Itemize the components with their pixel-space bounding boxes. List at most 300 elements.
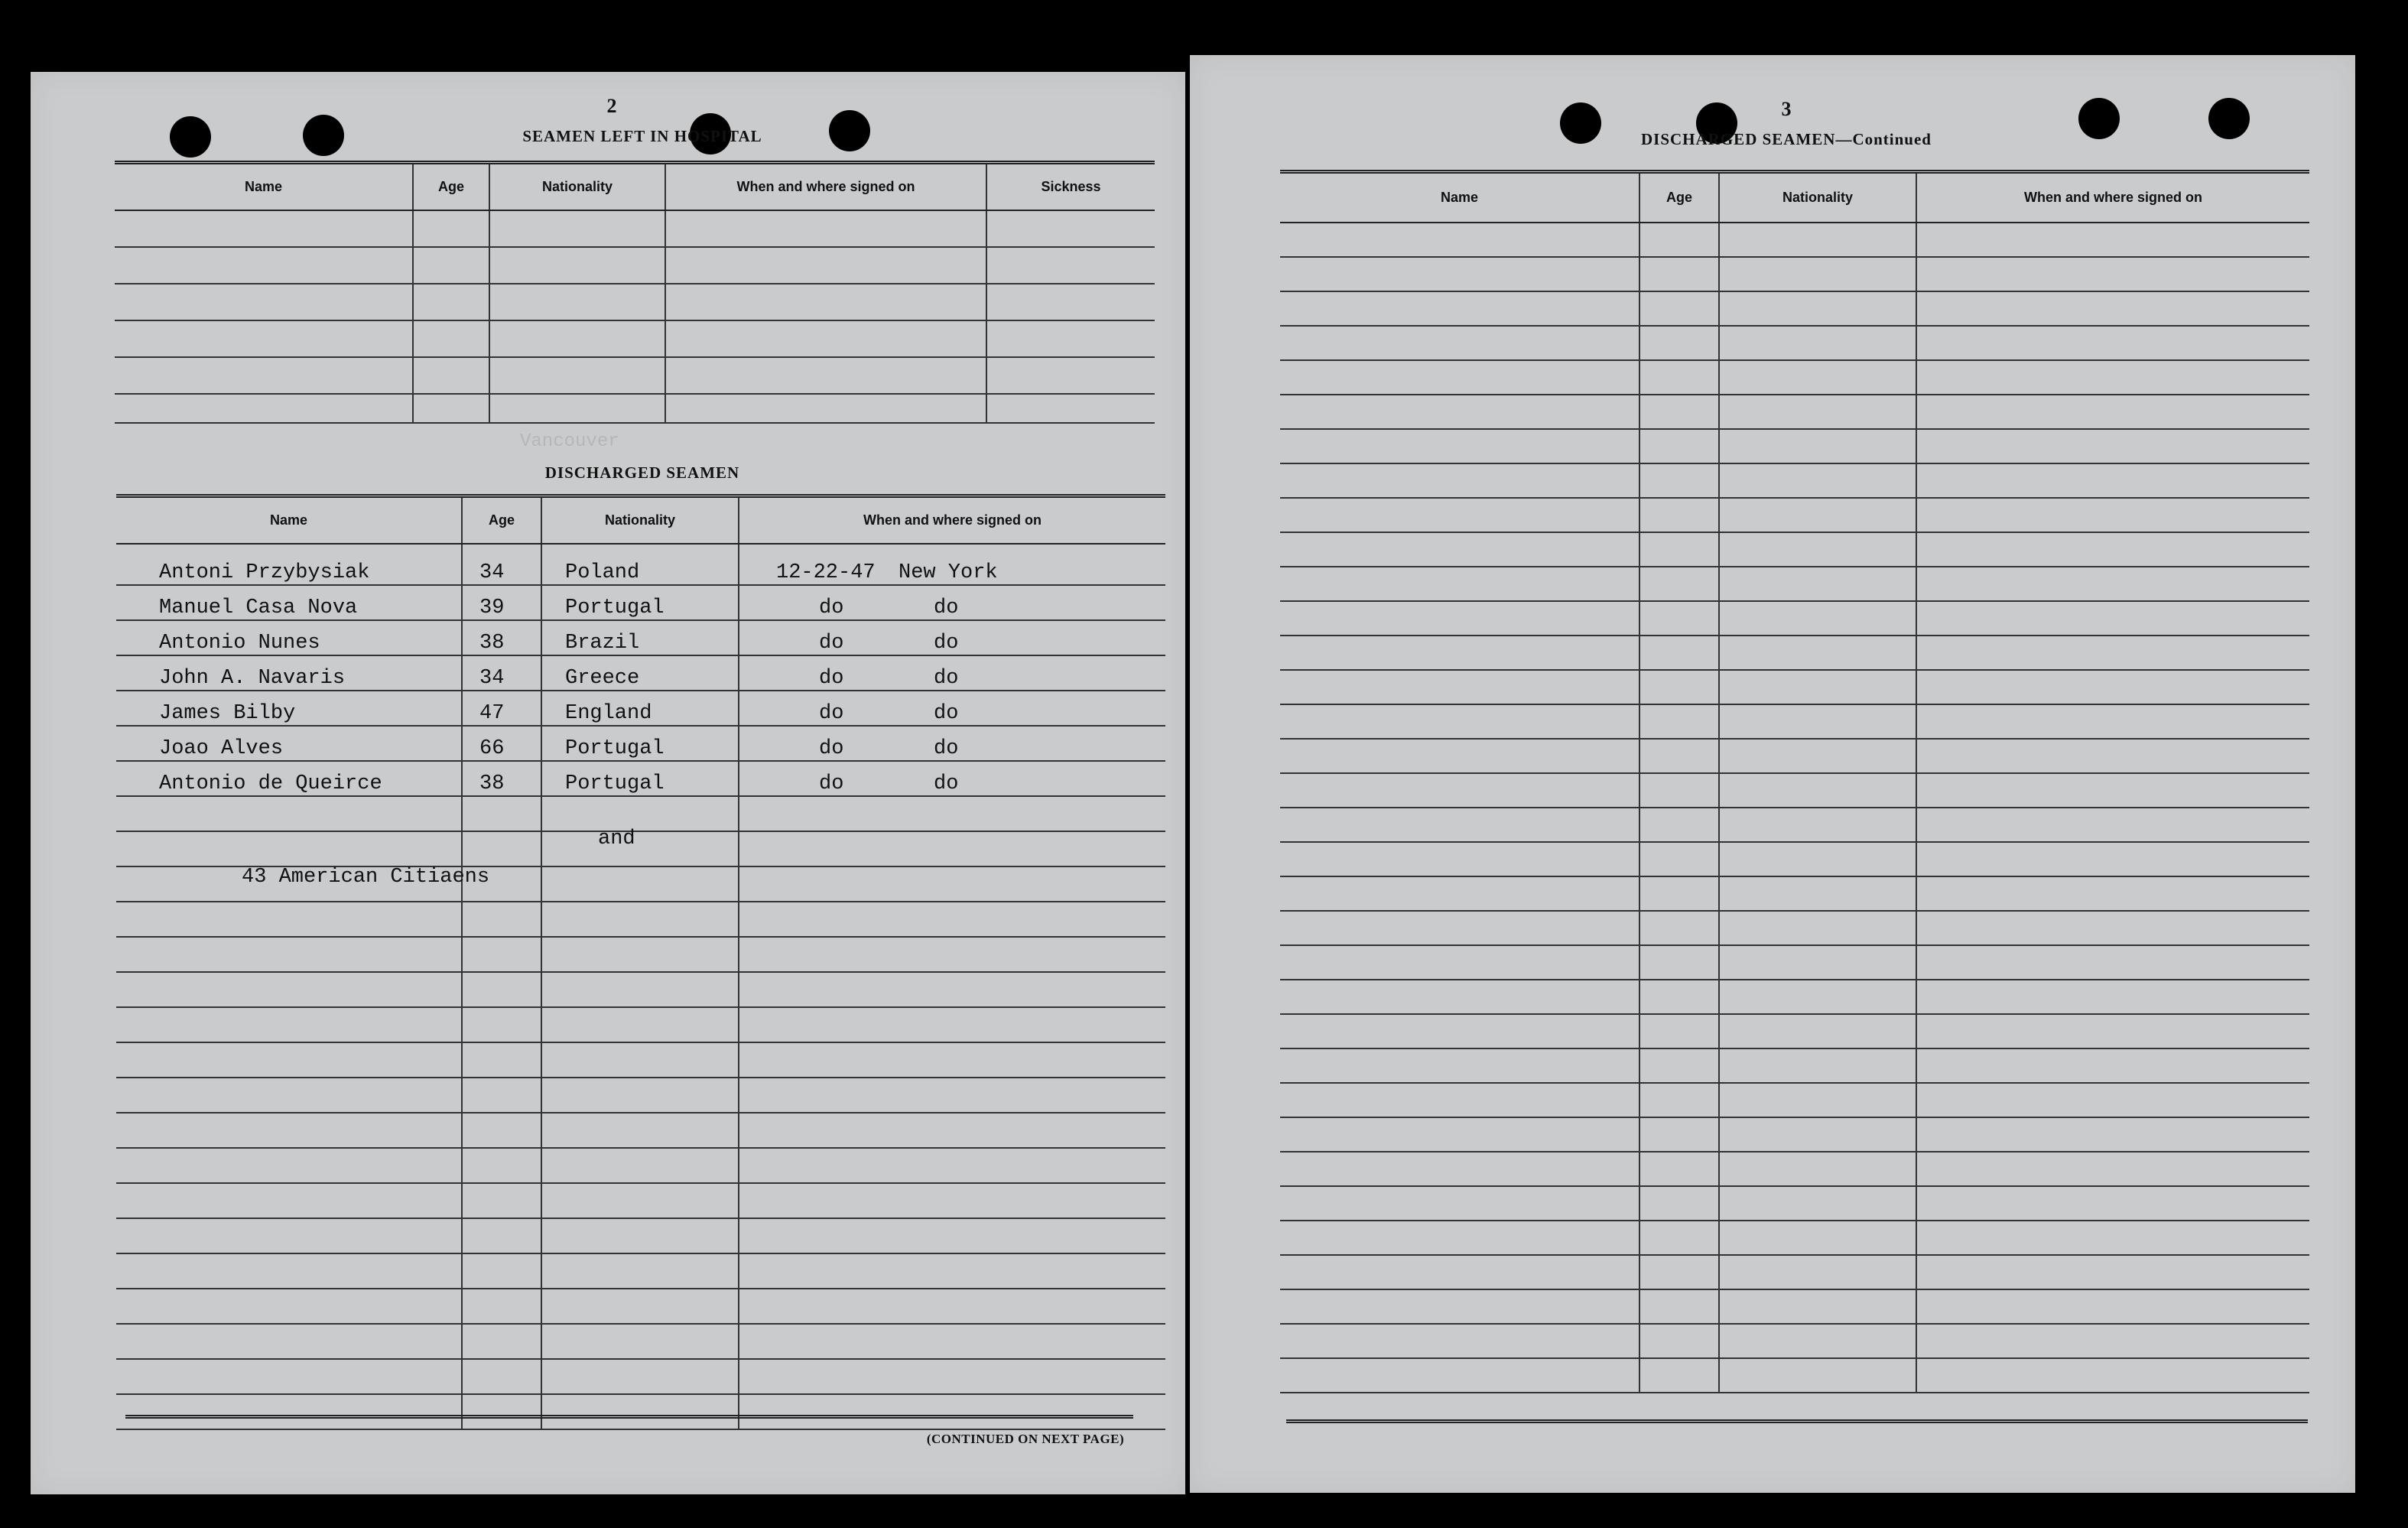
table-cell xyxy=(1719,1083,1916,1117)
table-cell xyxy=(1280,980,1639,1014)
signed-on xyxy=(739,726,1165,761)
table-cell xyxy=(986,357,1155,394)
table-row xyxy=(116,544,1165,585)
table-cell xyxy=(115,247,413,284)
table-cell xyxy=(1639,1186,1719,1221)
table-cell xyxy=(739,1113,1165,1148)
table-row xyxy=(116,972,1165,1007)
table-cell xyxy=(115,320,413,357)
table-cell xyxy=(1916,1117,2309,1152)
seaman-nationality: Portugal xyxy=(541,585,739,620)
table-cell xyxy=(1916,223,2309,257)
signed-on-place: do xyxy=(934,666,959,690)
table-cell xyxy=(462,831,541,866)
table-cell xyxy=(739,1183,1165,1218)
column-header-signed-on: When and where signed on xyxy=(665,163,986,210)
table-cell xyxy=(541,1183,739,1218)
table-cell xyxy=(115,284,413,320)
table-cell xyxy=(739,866,1165,902)
table-row xyxy=(1280,911,2309,945)
table-cell xyxy=(1639,429,1719,463)
signed-on-place: do xyxy=(934,736,959,760)
table-row xyxy=(1280,395,2309,429)
punch-hole xyxy=(303,115,344,156)
signed-on-date: do xyxy=(819,666,844,690)
table-cell xyxy=(1280,1289,1639,1324)
table-cell xyxy=(115,210,413,247)
table-row xyxy=(115,394,1155,423)
continued-note: (CONTINUED ON NEXT PAGE) xyxy=(926,1432,1125,1446)
table-cell xyxy=(462,1042,541,1078)
table-cell xyxy=(541,831,739,866)
table-cell xyxy=(116,1289,462,1324)
table-cell xyxy=(1916,601,2309,636)
column-header-nationality: Nationality xyxy=(541,496,739,544)
table-cell xyxy=(541,1289,739,1324)
table-cell xyxy=(1916,326,2309,360)
table-row xyxy=(1280,601,2309,636)
table-cell xyxy=(1916,1014,2309,1048)
table-cell xyxy=(1280,223,1639,257)
signed-on-date: do xyxy=(819,701,844,725)
table-cell xyxy=(462,1289,541,1324)
table-cell xyxy=(1916,1221,2309,1255)
table-cell xyxy=(541,866,739,902)
table-cell xyxy=(1719,739,1916,773)
table-cell xyxy=(1916,1186,2309,1221)
table-cell xyxy=(413,320,489,357)
table-cell xyxy=(116,902,462,937)
table-cell xyxy=(1280,463,1639,498)
table-cell xyxy=(1280,808,1639,842)
table-cell xyxy=(1280,739,1639,773)
table-cell xyxy=(1639,1014,1719,1048)
table-cell xyxy=(1280,257,1639,291)
table-row xyxy=(1280,429,2309,463)
table-cell xyxy=(489,357,665,394)
table-cell xyxy=(1639,1221,1719,1255)
table-row xyxy=(116,620,1165,655)
table-cell xyxy=(1916,395,2309,429)
table-cell xyxy=(1916,945,2309,980)
table-cell xyxy=(1280,601,1639,636)
signed-on-date: do xyxy=(819,631,844,655)
table-row xyxy=(116,585,1165,620)
table-cell xyxy=(1916,291,2309,326)
column-header-name: Name xyxy=(116,496,462,544)
seaman-age: 38 xyxy=(462,761,541,796)
table-cell xyxy=(1719,704,1916,739)
table-cell xyxy=(462,937,541,972)
table-cell xyxy=(1916,1048,2309,1083)
table-cell xyxy=(1639,876,1719,911)
table-cell xyxy=(1280,945,1639,980)
table-cell xyxy=(1719,1048,1916,1083)
table-cell xyxy=(1280,326,1639,360)
table-row xyxy=(116,1007,1165,1042)
table-cell xyxy=(541,972,739,1007)
table-cell xyxy=(986,247,1155,284)
table-row xyxy=(1280,670,2309,704)
table-cell xyxy=(1280,532,1639,567)
table-cell xyxy=(1719,1117,1916,1152)
table-cell xyxy=(986,394,1155,423)
table-cell xyxy=(986,320,1155,357)
seaman-name: Antoni Przybysiak xyxy=(116,544,462,585)
table-cell xyxy=(116,937,462,972)
right-page xyxy=(1190,55,2355,1493)
table-cell xyxy=(1719,670,1916,704)
table-cell xyxy=(986,210,1155,247)
table-cell xyxy=(1916,463,2309,498)
column-header-signed-on: When and where signed on xyxy=(739,496,1165,544)
table-row xyxy=(115,357,1155,394)
punch-hole xyxy=(170,116,211,158)
table-cell xyxy=(665,320,986,357)
table-row xyxy=(115,247,1155,284)
table-cell xyxy=(1719,429,1916,463)
column-header-nationality: Nationality xyxy=(489,163,665,210)
signed-on-place: do xyxy=(934,772,959,795)
table-cell xyxy=(541,1148,739,1183)
table-cell xyxy=(665,357,986,394)
table-cell xyxy=(541,1253,739,1289)
column-header-nationality: Nationality xyxy=(1719,172,1916,223)
signed-on-date: do xyxy=(819,736,844,760)
table-cell xyxy=(739,1359,1165,1394)
table-cell xyxy=(1280,773,1639,808)
table-cell xyxy=(116,1078,462,1113)
seaman-age: 39 xyxy=(462,585,541,620)
table-row xyxy=(116,796,1165,831)
table-cell xyxy=(413,394,489,423)
table-cell xyxy=(1280,429,1639,463)
signed-on xyxy=(739,761,1165,796)
table-cell xyxy=(462,1359,541,1394)
table-cell xyxy=(1916,773,2309,808)
table-cell xyxy=(1916,739,2309,773)
table-cell xyxy=(413,357,489,394)
table-cell xyxy=(1639,291,1719,326)
column-header-signed-on: When and where signed on xyxy=(1916,172,2309,223)
table-cell xyxy=(1719,911,1916,945)
table-cell xyxy=(489,394,665,423)
table-cell xyxy=(1719,1358,1916,1393)
page-title: DISCHARGED SEAMEN—Continued xyxy=(1641,130,1932,148)
table-row xyxy=(1280,257,2309,291)
seaman-name: Manuel Casa Nova xyxy=(116,585,462,620)
table-row xyxy=(1280,876,2309,911)
table-row xyxy=(1280,773,2309,808)
table-cell xyxy=(1719,980,1916,1014)
table-cell xyxy=(1280,636,1639,670)
table-row xyxy=(115,320,1155,357)
table-cell xyxy=(1280,1186,1639,1221)
seaman-nationality: Brazil xyxy=(541,620,739,655)
table-row xyxy=(116,1113,1165,1148)
table-cell xyxy=(1719,1186,1916,1221)
table-cell xyxy=(1280,911,1639,945)
column-header-name: Name xyxy=(1280,172,1639,223)
table-cell xyxy=(739,831,1165,866)
table-cell xyxy=(1639,945,1719,980)
table-row xyxy=(116,1148,1165,1183)
table-row xyxy=(1280,1117,2309,1152)
table-cell xyxy=(116,1113,462,1148)
table-row xyxy=(1280,1083,2309,1117)
table-cell xyxy=(1639,395,1719,429)
signed-on-date: 12-22-47 xyxy=(776,561,876,584)
punch-hole xyxy=(2208,98,2250,139)
table-cell xyxy=(462,1148,541,1183)
table-cell xyxy=(1719,498,1916,532)
table-cell xyxy=(541,937,739,972)
table-cell xyxy=(1719,808,1916,842)
table-cell xyxy=(116,796,462,831)
table-cell xyxy=(1639,1289,1719,1324)
table-cell xyxy=(1639,1048,1719,1083)
table-cell xyxy=(1719,1221,1916,1255)
table-cell xyxy=(1280,1048,1639,1083)
table-cell xyxy=(1639,463,1719,498)
table-cell xyxy=(462,1394,541,1429)
table-cell xyxy=(462,972,541,1007)
signed-on xyxy=(739,691,1165,726)
signed-on-place: do xyxy=(934,596,959,619)
table-row xyxy=(116,726,1165,761)
table-row xyxy=(116,1394,1165,1429)
table-row xyxy=(1280,1186,2309,1221)
column-header-age: Age xyxy=(462,496,541,544)
table-cell xyxy=(1639,360,1719,395)
table-cell xyxy=(1916,876,2309,911)
seaman-age: 34 xyxy=(462,655,541,691)
table-cell xyxy=(1916,670,2309,704)
table-row xyxy=(1280,532,2309,567)
table-row xyxy=(116,1359,1165,1394)
seaman-nationality: England xyxy=(541,691,739,726)
table-cell xyxy=(1280,1324,1639,1358)
table-cell xyxy=(489,247,665,284)
table-cell xyxy=(1719,1152,1916,1186)
left-page xyxy=(31,72,1185,1494)
column-header-sickness: Sickness xyxy=(986,163,1155,210)
signed-on-place: do xyxy=(934,631,959,655)
table-row xyxy=(116,1078,1165,1113)
discharged-section-title: DISCHARGED SEAMEN xyxy=(544,463,740,482)
signed-on xyxy=(739,585,1165,620)
table-cell xyxy=(116,1253,462,1289)
seaman-name: Antonio de Queirce xyxy=(116,761,462,796)
table-cell xyxy=(115,394,413,423)
table-cell xyxy=(1916,567,2309,601)
bottom-rule xyxy=(125,1415,1133,1419)
table-cell xyxy=(541,1218,739,1253)
table-cell xyxy=(462,902,541,937)
table-cell xyxy=(665,210,986,247)
table-cell xyxy=(1639,1117,1719,1152)
table-row xyxy=(1280,1014,2309,1048)
hospital-table xyxy=(115,161,1155,424)
table-cell xyxy=(541,1078,739,1113)
table-cell xyxy=(1280,1358,1639,1393)
table-cell xyxy=(1916,704,2309,739)
table-cell xyxy=(1280,395,1639,429)
table-cell xyxy=(1280,360,1639,395)
page-number: 2 xyxy=(606,95,617,117)
table-row xyxy=(116,691,1165,726)
table-cell xyxy=(739,1218,1165,1253)
table-cell xyxy=(1280,1014,1639,1048)
table-row xyxy=(115,210,1155,247)
seaman-name: Antonio Nunes xyxy=(116,620,462,655)
table-cell xyxy=(116,1042,462,1078)
table-cell xyxy=(1916,911,2309,945)
table-row xyxy=(116,937,1165,972)
table-row xyxy=(116,1042,1165,1078)
table-cell xyxy=(1639,567,1719,601)
table-cell xyxy=(1280,704,1639,739)
table-row xyxy=(1280,223,2309,257)
signed-on-place: do xyxy=(934,701,959,725)
table-cell xyxy=(1639,257,1719,291)
seaman-nationality: Portugal xyxy=(541,761,739,796)
table-row xyxy=(116,1324,1165,1359)
table-cell xyxy=(1280,291,1639,326)
table-row xyxy=(1280,360,2309,395)
table-cell xyxy=(739,902,1165,937)
table-cell xyxy=(1916,1324,2309,1358)
table-cell xyxy=(1916,498,2309,532)
table-cell xyxy=(739,1324,1165,1359)
table-row xyxy=(1280,1152,2309,1186)
table-cell xyxy=(541,1007,739,1042)
table-row xyxy=(1280,326,2309,360)
table-cell xyxy=(413,210,489,247)
column-header-name: Name xyxy=(115,163,413,210)
table-cell xyxy=(1639,980,1719,1014)
table-cell xyxy=(413,247,489,284)
table-cell xyxy=(116,1148,462,1183)
table-cell xyxy=(1280,1221,1639,1255)
table-cell xyxy=(116,1007,462,1042)
seaman-age: 38 xyxy=(462,620,541,655)
table-cell xyxy=(739,1289,1165,1324)
table-cell xyxy=(1639,739,1719,773)
table-cell xyxy=(1639,601,1719,636)
table-cell xyxy=(1639,773,1719,808)
summary-note: 43 American Citiaens xyxy=(242,866,490,889)
seaman-age: 47 xyxy=(462,691,541,726)
table-cell xyxy=(739,1148,1165,1183)
table-cell xyxy=(739,1042,1165,1078)
and-note: and xyxy=(598,827,635,850)
table-cell xyxy=(1639,532,1719,567)
table-cell xyxy=(1280,876,1639,911)
table-cell xyxy=(1719,945,1916,980)
table-cell xyxy=(1719,1289,1916,1324)
table-cell xyxy=(1719,1255,1916,1289)
table-row xyxy=(1280,808,2309,842)
table-cell xyxy=(1280,498,1639,532)
table-cell xyxy=(665,284,986,320)
table-cell xyxy=(116,1359,462,1394)
table-row xyxy=(1280,498,2309,532)
signed-on xyxy=(739,544,1165,585)
table-cell xyxy=(462,796,541,831)
table-cell xyxy=(1639,223,1719,257)
bleed-through: Vancouver xyxy=(520,431,619,452)
table-cell xyxy=(1639,1083,1719,1117)
seaman-nationality: Portugal xyxy=(541,726,739,761)
table-cell xyxy=(1280,1152,1639,1186)
table-row xyxy=(116,902,1165,937)
table-cell xyxy=(489,320,665,357)
table-cell xyxy=(1280,842,1639,876)
table-cell xyxy=(462,1324,541,1359)
table-cell xyxy=(462,1218,541,1253)
table-cell xyxy=(1719,773,1916,808)
table-row xyxy=(1280,739,2309,773)
table-cell xyxy=(665,394,986,423)
table-row xyxy=(116,655,1165,691)
table-cell xyxy=(1719,257,1916,291)
table-cell xyxy=(116,1324,462,1359)
seaman-nationality: Poland xyxy=(541,544,739,585)
table-cell xyxy=(1639,636,1719,670)
table-cell xyxy=(1916,980,2309,1014)
table-cell xyxy=(541,902,739,937)
table-cell xyxy=(665,247,986,284)
table-cell xyxy=(116,1183,462,1218)
table-cell xyxy=(1719,636,1916,670)
table-cell xyxy=(1280,1117,1639,1152)
table-cell xyxy=(1719,842,1916,876)
table-cell xyxy=(489,284,665,320)
table-cell xyxy=(1719,601,1916,636)
table-cell xyxy=(541,1113,739,1148)
table-cell xyxy=(489,210,665,247)
signed-on xyxy=(739,655,1165,691)
table-cell xyxy=(1719,360,1916,395)
table-cell xyxy=(1639,326,1719,360)
seaman-age: 34 xyxy=(462,544,541,585)
table-cell xyxy=(1280,670,1639,704)
table-cell xyxy=(541,1042,739,1078)
table-cell xyxy=(1916,808,2309,842)
table-cell xyxy=(413,284,489,320)
table-row xyxy=(1280,1289,2309,1324)
table-row xyxy=(1280,1221,2309,1255)
table-row xyxy=(116,1218,1165,1253)
table-cell xyxy=(115,357,413,394)
page-number: 3 xyxy=(1781,98,1792,120)
table-cell xyxy=(1639,498,1719,532)
discharged-table xyxy=(116,494,1165,1430)
table-cell xyxy=(462,1253,541,1289)
table-cell xyxy=(1719,1014,1916,1048)
seaman-name: James Bilby xyxy=(116,691,462,726)
table-cell xyxy=(541,1324,739,1359)
punch-hole xyxy=(2078,98,2120,139)
table-cell xyxy=(1916,1083,2309,1117)
table-row xyxy=(1280,636,2309,670)
table-row xyxy=(116,831,1165,866)
table-cell xyxy=(1280,567,1639,601)
table-cell xyxy=(1639,808,1719,842)
table-cell xyxy=(1719,463,1916,498)
table-cell xyxy=(1719,532,1916,567)
